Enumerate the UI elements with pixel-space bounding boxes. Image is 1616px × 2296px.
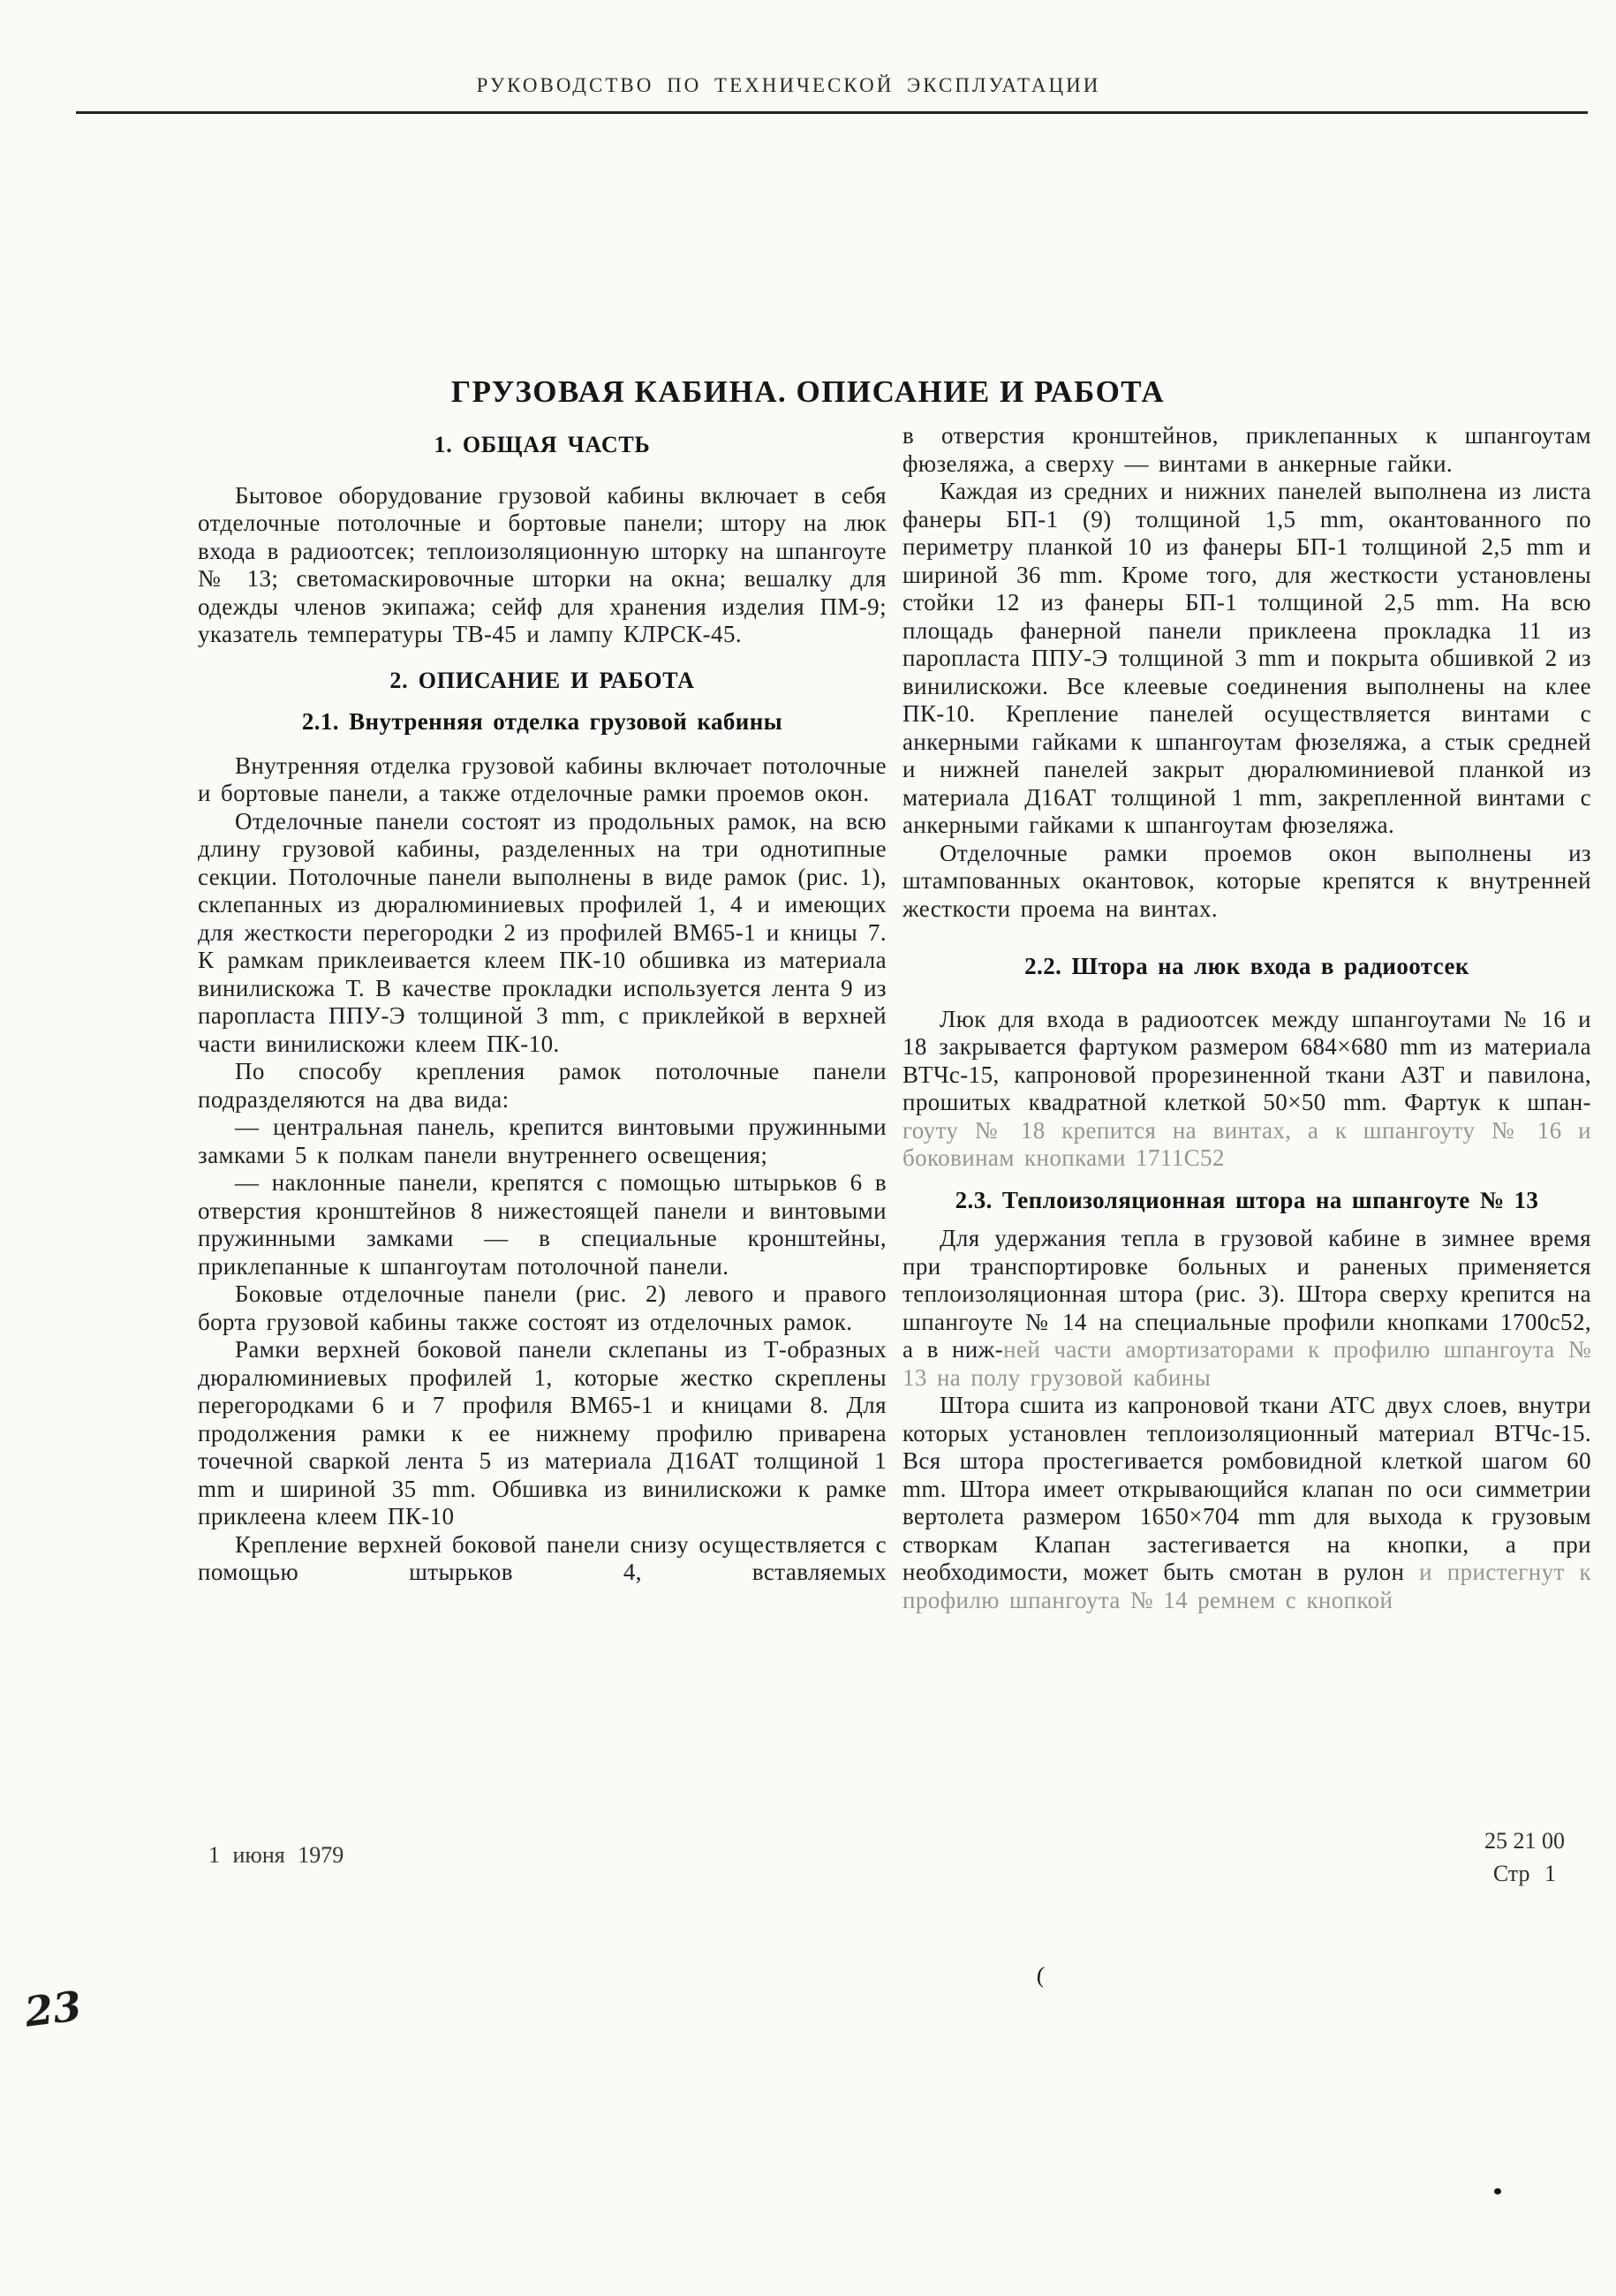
paragraph-curtain-fabric-faded-text: и пристегнут к профилю шпангоута № 14 ремнем с кнопкой	[902, 1559, 1591, 1613]
paragraph-curtain-fabric-text: Штора сшита из капроновой ткани АТС двух слоев, внутри которых установлен теплоизоляционный материал ВТЧс-15. Вся штора простегивается ромбовидной клеткой шагом 60 mm. Штора имеет открывающийся клапан по оси симметрии вертолета размером 1650×704 mm для выхода к грузовым створкам Клапан застегивается на кнопки, а при необходимости, может быть смотан в рулон	[902, 1392, 1591, 1585]
paragraph-thermal-curtain-text: Для удержания тепла в грузовой кабине в зимнее время при транспортировке больных и раненых применяется теплоизоляционная штора (рис. 3). Штора сверху крепится на шпангоуте № 14 на специальные профили кнопками 1700с52, а в ниж-	[902, 1225, 1591, 1363]
left-column	[198, 431, 887, 1587]
footer-doc-code	[1378, 1824, 1565, 1890]
section-1-heading: 1. ОБЩАЯ ЧАСТЬ	[434, 432, 651, 457]
page-number: Стр 1	[1492, 1861, 1556, 1886]
right-column	[902, 422, 1591, 1614]
paragraph-thermal-curtain	[902, 1225, 1591, 1392]
paragraph-window-frames: Отделочные рамки проемов окон выполнены из штампованных окантовок, которые крепятся к внутренней жесткости проема на винтах.	[902, 839, 1591, 922]
section-2-heading: 2. ОПИСАНИЕ И РАБОТА	[389, 667, 695, 693]
list-item-inclined-panels: — наклонные панели, крепятся с помощью штырьков 6 в отверстия кронштейнов 8 нижестоящей панели и винтовыми пружинными замками — в специальные кронштейны, приклепанные к шпангоутам потолочной панели.	[198, 1169, 887, 1280]
section-2-2-heading: 2.2. Штора на люк входа в радиоотсек	[1024, 953, 1469, 979]
paragraph-upper-side-frames: Рамки верхней боковой панели склепаны из Т-образных дюралюминиевых профилей 1, которые жестко скреплены перегородками 6 и 7 профиля ВМ65-1 и кницами 8. Для продолжения рамки к ее нижнему профилю приварена точечной сваркой лента 5 из материала Д16АТ толщиной 1 mm и шириной 35 mm. Обшивка из винилискожи к рамке приклеена клеем ПК-10	[198, 1336, 887, 1529]
section-2-3-heading: 2.3. Теплоизоляционная штора на шпангоуте № 13	[955, 1186, 1539, 1213]
paragraph-radio-hatch	[902, 1006, 1591, 1173]
paragraph-thermal-curtain-faded-text: ней части амортизаторами к профилю шпангоута № 13 на полу грузовой кабины	[902, 1336, 1592, 1391]
paragraph-radio-hatch-text: Люк для входа в радиоотсек между шпангоутами № 16 и 18 закрывается фартуком размером 684×680 mm из материала ВТЧс-15, капроновой прорезиненной ткани АЗТ и павилона, прошитых квадратной клеткой 50×50 mm. Фартук к шпан-	[902, 1005, 1591, 1115]
ink-dot	[1494, 2188, 1501, 2194]
running-header: РУКОВОДСТВО ПО ТЕХНИЧЕСКОЙ ЭКСПЛУАТАЦИИ	[476, 74, 1101, 96]
list-item-central-panel: — центральная панель, крепится винтовыми пружинными замками 5 к полкам панели внутреннего освещения;	[198, 1114, 887, 1168]
paragraph-panels: Отделочные панели состоят из продольных рамок, на всю длину грузовой кабины, разделенных на три однотипные секции. Потолочные панели выполнены в виде рамок (рис. 1), склепанных из дюралюминиевых профилей 1, 4 и имеющих для жесткости перегородки 2 из профилей ВМ65-1 и кницы 7. К рамкам приклеивается клеем ПК-10 обшивка из материала винилискожа Т. В качестве прокладки используется лента 9 из паропласта ППУ-Э толщиной 3 mm, с приклейкой в верхней части винилискожи клеем ПК-10.	[198, 807, 887, 1057]
paragraph-upper-panel-fastening: Крепление верхней боковой панели снизу осуществляется с помощью штырьков 4, вставляемых	[198, 1530, 887, 1585]
paragraph-radio-hatch-faded-text: гоуту № 18 крепится на винтах, а к шпангоуту № 16 и боковинам кнопками 1711С52	[902, 1116, 1591, 1171]
handwritten-page-mark: 23	[21, 1982, 85, 2036]
page-title: ГРУЗОВАЯ КАБИНА. ОПИСАНИЕ И РАБОТА	[450, 374, 1166, 409]
stray-ink-tick: (	[1036, 1961, 1046, 1989]
paragraph-mounting-types: По способу крепления рамок потолочные панели подразделяются на два вида:	[198, 1058, 887, 1113]
paragraph-interior: Внутренняя отделка грузовой кабины включает потолочные и бортовые панели, а также отделочные рамки проемов окон.	[198, 751, 887, 806]
doc-code: 25 21 00	[1484, 1828, 1565, 1854]
paragraph-curtain-fabric	[902, 1392, 1591, 1614]
paragraph-side-panels: Боковые отделочные панели (рис. 2) левого и правого борта грузовой кабины также состоят из отделочных рамок.	[198, 1280, 887, 1335]
paragraph-general: Бытовое оборудование грузовой кабины включает в себя отделочные потолочные и бортовые панели; штору на люк входа в радиоотсек; теплоизоляционную шторку на шпангоуте № 13; светомаскировочные шторки на окна; вешалку для одежды членов экипажа; сейф для хранения изделия ПМ-9; указатель температуры ТВ-45 и лампу КЛРСК-45.	[198, 481, 887, 647]
paragraph-continuation: в отверстия кронштейнов, приклепанных к шпангоутам фюзеляжа, а сверху — винтами в анкерные гайки.	[902, 422, 1591, 477]
header-rule	[76, 111, 1588, 114]
section-2-1-heading: 2.1. Внутренняя отделка грузовой кабины	[301, 708, 783, 735]
paragraph-middle-lower-panels: Каждая из средних и нижних панелей выполнена из листа фанеры БП-1 (9) толщиной 1,5 mm, окантованного по периметру планкой 10 из фанеры БП-1 толщиной 2,5 mm и шириной 36 mm. Кроме того, для жесткости установлены стойки 12 из фанеры БП-1 толщиной 2,5 mm. На всю площадь фанерной панели приклеена прокладка 11 из паропласта ППУ-Э толщиной 3 mm и покрыта обшивкой 2 из винилискожи. Все клеевые соединения выполнены на клее ПК-10. Крепление панелей осуществляется винтами с анкерными гайками к шпангоутам фюзеляжа, а стык средней и нижней панелей закрыт дюралюминиевой планкой из материала Д16АТ толщиной 1 mm, закрепленной винтами с анкерными гайками к шпангоутам фюзеляжа.	[902, 478, 1591, 838]
footer-date: 1 июня 1979	[208, 1842, 344, 1868]
